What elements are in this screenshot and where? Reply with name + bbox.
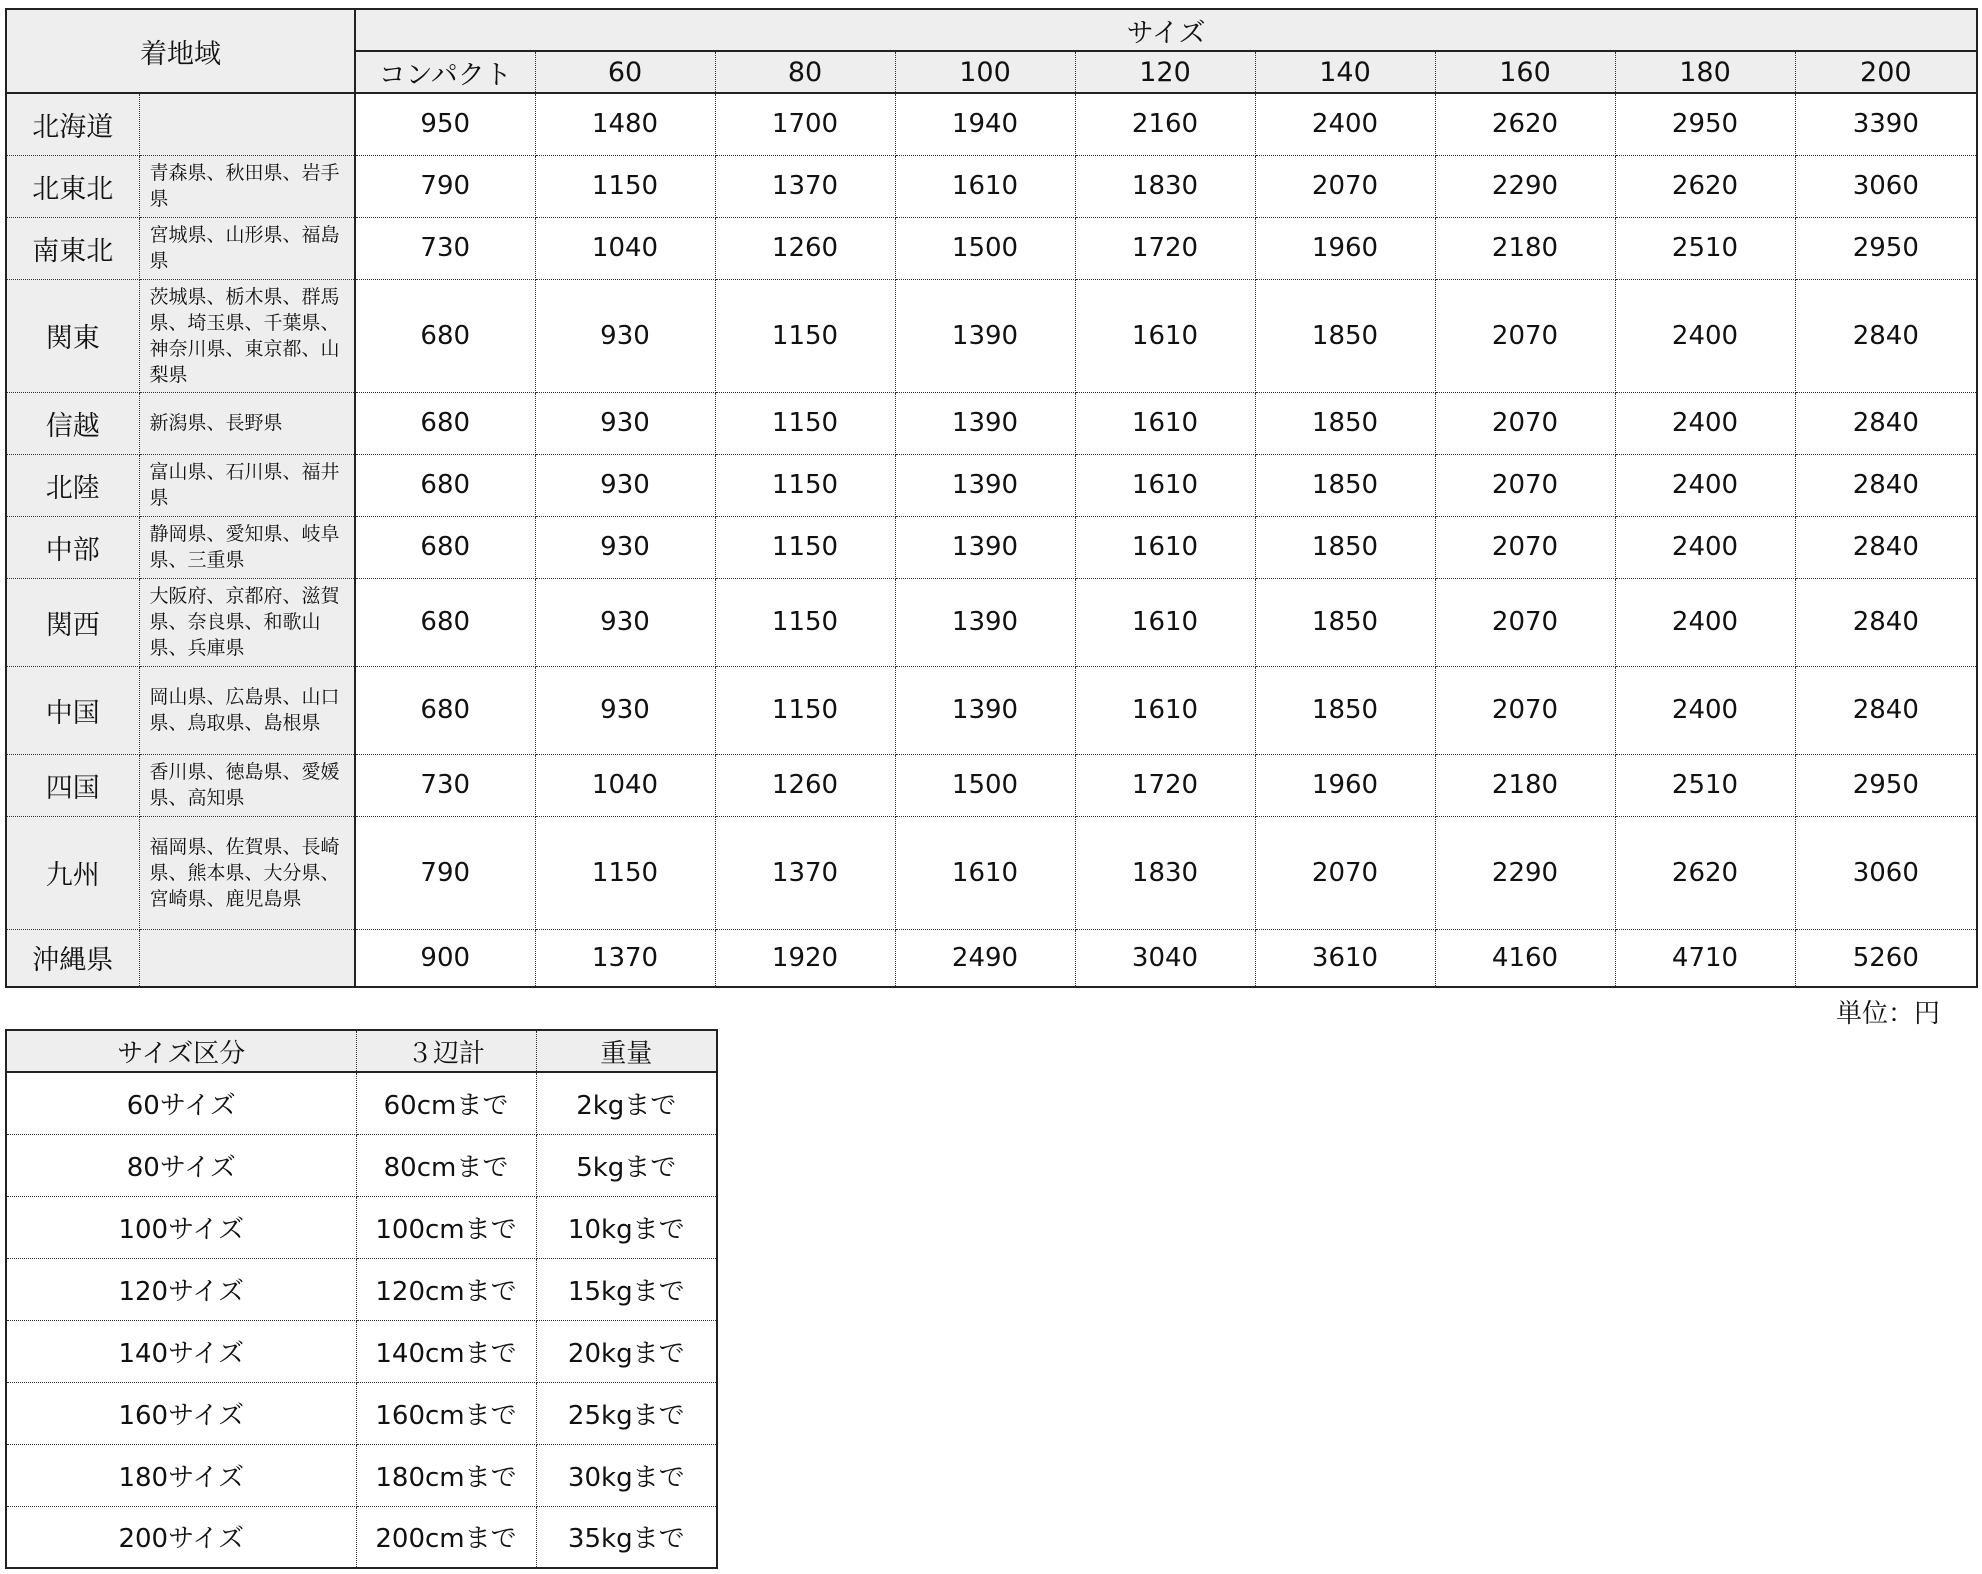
price-cell: 2950 (1795, 754, 1977, 816)
size-column-header: 140 (1255, 51, 1435, 93)
size-row (6, 1506, 717, 1568)
price-cell: 1370 (535, 929, 715, 987)
size-category: 140サイズ (6, 1320, 356, 1382)
price-cell: 2070 (1255, 155, 1435, 217)
region-name: 四国 (6, 754, 139, 816)
price-cell: 1850 (1255, 666, 1435, 754)
dimension-total: 200cmまで (356, 1506, 536, 1568)
price-cell: 4160 (1435, 929, 1615, 987)
price-cell: 1920 (715, 929, 895, 987)
price-cell: 1390 (895, 516, 1075, 578)
price-cell: 1850 (1255, 392, 1435, 454)
price-cell: 2510 (1615, 754, 1795, 816)
price-cell: 1610 (1075, 516, 1255, 578)
price-cell: 1500 (895, 217, 1075, 279)
price-cell: 2400 (1615, 279, 1795, 392)
size-category: 60サイズ (6, 1072, 356, 1134)
size-category: 80サイズ (6, 1134, 356, 1196)
weight-header: 重量 (536, 1030, 717, 1072)
region-name: 南東北 (6, 217, 139, 279)
rate-row (6, 516, 1977, 578)
price-cell: 2070 (1255, 816, 1435, 929)
price-cell: 2290 (1435, 155, 1615, 217)
price-cell: 1040 (535, 754, 715, 816)
price-cell: 1850 (1255, 279, 1435, 392)
price-cell: 4710 (1615, 929, 1795, 987)
price-cell: 1830 (1075, 155, 1255, 217)
price-cell: 1390 (895, 578, 1075, 666)
size-category: 160サイズ (6, 1382, 356, 1444)
price-cell: 790 (355, 155, 535, 217)
region-prefectures: 宮城県、山形県、福島県 (139, 217, 355, 279)
region-prefectures: 富山県、石川県、福井県 (139, 454, 355, 516)
region-header: 着地域 (6, 9, 355, 93)
rate-row (6, 578, 1977, 666)
rate-row (6, 666, 1977, 754)
weight-limit: 20kgまで (536, 1320, 717, 1382)
price-cell: 1150 (535, 816, 715, 929)
price-cell: 680 (355, 454, 535, 516)
price-cell: 3060 (1795, 816, 1977, 929)
price-cell: 2290 (1435, 816, 1615, 929)
price-cell: 680 (355, 279, 535, 392)
price-cell: 1150 (715, 578, 895, 666)
price-cell: 2840 (1795, 666, 1977, 754)
price-cell: 950 (355, 93, 535, 155)
size-row (6, 1382, 717, 1444)
price-cell: 1720 (1075, 754, 1255, 816)
price-cell: 1610 (1075, 578, 1255, 666)
size-category: 180サイズ (6, 1444, 356, 1506)
region-name: 中部 (6, 516, 139, 578)
weight-limit: 10kgまで (536, 1196, 717, 1258)
price-cell: 3610 (1255, 929, 1435, 987)
price-cell: 790 (355, 816, 535, 929)
price-cell: 1390 (895, 279, 1075, 392)
region-name: 北海道 (6, 93, 139, 155)
region-name: 沖縄県 (6, 929, 139, 987)
region-prefectures: 岡山県、広島県、山口県、鳥取県、島根県 (139, 666, 355, 754)
region-prefectures: 茨城県、栃木県、群馬県、埼玉県、千葉県、神奈川県、東京都、山梨県 (139, 279, 355, 392)
price-cell: 1150 (715, 454, 895, 516)
region-prefectures (139, 93, 355, 155)
price-cell: 5260 (1852, 942, 1919, 973)
region-prefectures (139, 929, 355, 987)
size-row (6, 1258, 717, 1320)
region-prefectures: 福岡県、佐賀県、長崎県、熊本県、大分県、宮崎県、鹿児島県 (139, 816, 355, 929)
price-cell: 1720 (1075, 217, 1255, 279)
price-cell: 2070 (1435, 454, 1615, 516)
price-cell: 930 (535, 516, 715, 578)
weight-limit: 30kgまで (536, 1444, 717, 1506)
price-cell: 2400 (1615, 454, 1795, 516)
size-row (6, 1072, 717, 1134)
price-cell: 2950 (1795, 217, 1977, 279)
price-cell: 1260 (715, 754, 895, 816)
price-cell: 3040 (1075, 929, 1255, 987)
price-cell: 2070 (1435, 279, 1615, 392)
size-category: 100サイズ (6, 1196, 356, 1258)
size-table-body (6, 1072, 717, 1568)
weight-limit: 2kgまで (536, 1072, 717, 1134)
size-row (6, 1444, 717, 1506)
price-cell: 1150 (715, 392, 895, 454)
price-cell: 2070 (1435, 392, 1615, 454)
price-cell: 1260 (715, 217, 895, 279)
price-cell: 680 (355, 666, 535, 754)
price-cell: 1960 (1255, 217, 1435, 279)
price-cell: 2180 (1435, 754, 1615, 816)
price-cell: 2510 (1615, 217, 1795, 279)
rate-row (6, 217, 1977, 279)
price-cell: 2070 (1435, 666, 1615, 754)
price-cell: 2620 (1615, 816, 1795, 929)
dimension-total-header: ３辺計 (356, 1030, 536, 1072)
region-name: 北東北 (6, 155, 139, 217)
weight-limit: 35kgまで (567, 1524, 685, 1555)
price-cell: 1370 (715, 155, 895, 217)
weight-limit: 15kgまで (536, 1258, 717, 1320)
price-cell: 2840 (1795, 578, 1977, 666)
weight-limit: 5kgまで (536, 1134, 717, 1196)
rate-header-row (6, 9, 1977, 51)
rate-row (6, 279, 1977, 392)
rate-row (6, 155, 1977, 217)
price-cell: 930 (535, 666, 715, 754)
price-cell: 2620 (1615, 155, 1795, 217)
region-name: 九州 (6, 816, 139, 929)
price-cell: 730 (355, 217, 535, 279)
rate-row (6, 754, 1977, 816)
price-cell: 2840 (1795, 516, 1977, 578)
price-cell: 930 (535, 454, 715, 516)
price-cell: 2400 (1615, 392, 1795, 454)
price-cell: 2070 (1435, 516, 1615, 578)
price-cell: 1850 (1255, 454, 1435, 516)
price-cell: 3390 (1795, 93, 1977, 155)
price-cell: 1370 (715, 816, 895, 929)
unit-note: 単位：円 (1835, 999, 1940, 1029)
price-cell: 1610 (1075, 454, 1255, 516)
price-cell: 680 (355, 578, 535, 666)
region-name: 信越 (6, 392, 139, 454)
dimension-total: 140cmまで (356, 1320, 536, 1382)
size-column-header: 180 (1615, 51, 1795, 93)
price-cell: 930 (535, 578, 715, 666)
price-cell: 2400 (1615, 666, 1795, 754)
region-prefectures: 大阪府、京都府、滋賀県、奈良県、和歌山県、兵庫県 (139, 578, 355, 666)
size-row (6, 1320, 717, 1382)
price-cell: 2400 (1615, 516, 1795, 578)
size-column-header: 80 (715, 51, 895, 93)
price-cell: 2620 (1435, 93, 1615, 155)
price-cell: 900 (355, 929, 535, 987)
price-cell: 1960 (1255, 754, 1435, 816)
price-cell: 1850 (1255, 516, 1435, 578)
size-column-header: 160 (1435, 51, 1615, 93)
size-table-header-row (6, 1030, 717, 1072)
rate-row (6, 454, 1977, 516)
price-cell: 2070 (1435, 578, 1615, 666)
rate-row (6, 816, 1977, 929)
dimension-total: 80cmまで (356, 1134, 536, 1196)
price-cell: 1390 (895, 392, 1075, 454)
dimension-total: 160cmまで (356, 1382, 536, 1444)
size-category-header: サイズ区分 (6, 1030, 356, 1072)
price-cell: 1610 (1075, 279, 1255, 392)
weight-limit: 25kgまで (536, 1382, 717, 1444)
rate-row (6, 392, 1977, 454)
price-cell: 1040 (535, 217, 715, 279)
price-cell: 1610 (1075, 666, 1255, 754)
dimension-total: 100cmまで (356, 1196, 536, 1258)
price-cell: 930 (535, 392, 715, 454)
price-cell: 2950 (1615, 93, 1795, 155)
size-row (6, 1196, 717, 1258)
price-cell: 1390 (895, 454, 1075, 516)
price-cell: 1150 (715, 279, 895, 392)
region-prefectures: 新潟県、長野県 (139, 392, 355, 454)
dimension-total: 120cmまで (356, 1258, 536, 1320)
size-column-header: コンパクト (355, 51, 535, 93)
region-name: 北陸 (6, 454, 139, 516)
size-column-header: 100 (895, 51, 1075, 93)
region-prefectures: 静岡県、愛知県、岐阜県、三重県 (139, 516, 355, 578)
region-name: 関東 (6, 279, 139, 392)
region-name: 関西 (6, 578, 139, 666)
price-cell: 1610 (895, 816, 1075, 929)
price-cell: 2490 (895, 929, 1075, 987)
price-cell: 1390 (895, 666, 1075, 754)
price-cell: 1700 (715, 93, 895, 155)
rate-table-body (6, 93, 1977, 987)
price-cell: 2840 (1795, 279, 1977, 392)
size-table (5, 1029, 718, 1569)
price-cell: 730 (355, 754, 535, 816)
size-category: 120サイズ (6, 1258, 356, 1320)
size-header: サイズ (355, 9, 1977, 51)
price-cell: 1500 (895, 754, 1075, 816)
price-cell: 3060 (1795, 155, 1977, 217)
size-row (6, 1134, 717, 1196)
price-cell: 2180 (1435, 217, 1615, 279)
price-cell: 2160 (1075, 93, 1255, 155)
rate-table (5, 8, 1978, 988)
region-prefectures: 青森県、秋田県、岩手県 (139, 155, 355, 217)
price-cell: 1150 (715, 666, 895, 754)
price-cell: 1830 (1075, 816, 1255, 929)
price-cell: 680 (355, 516, 535, 578)
price-cell: 1610 (1075, 392, 1255, 454)
rate-row (6, 93, 1977, 155)
price-cell: 930 (535, 279, 715, 392)
size-column-header: 60 (535, 51, 715, 93)
price-cell: 1610 (895, 155, 1075, 217)
price-cell: 2400 (1255, 93, 1435, 155)
price-cell: 1150 (535, 155, 715, 217)
price-cell: 680 (355, 392, 535, 454)
size-category: 200サイズ (6, 1506, 356, 1568)
price-cell: 2840 (1795, 392, 1977, 454)
rate-row (6, 929, 1977, 987)
size-column-header: 200 (1795, 51, 1977, 93)
dimension-total: 180cmまで (356, 1444, 536, 1506)
size-column-header: 120 (1075, 51, 1255, 93)
price-cell: 2840 (1795, 454, 1977, 516)
price-cell: 1480 (535, 93, 715, 155)
region-prefectures: 香川県、徳島県、愛媛県、高知県 (139, 754, 355, 816)
price-cell: 1150 (715, 516, 895, 578)
dimension-total: 60cmまで (356, 1072, 536, 1134)
price-cell: 1850 (1255, 578, 1435, 666)
price-cell: 2400 (1615, 578, 1795, 666)
price-cell: 1940 (895, 93, 1075, 155)
region-name: 中国 (6, 666, 139, 754)
